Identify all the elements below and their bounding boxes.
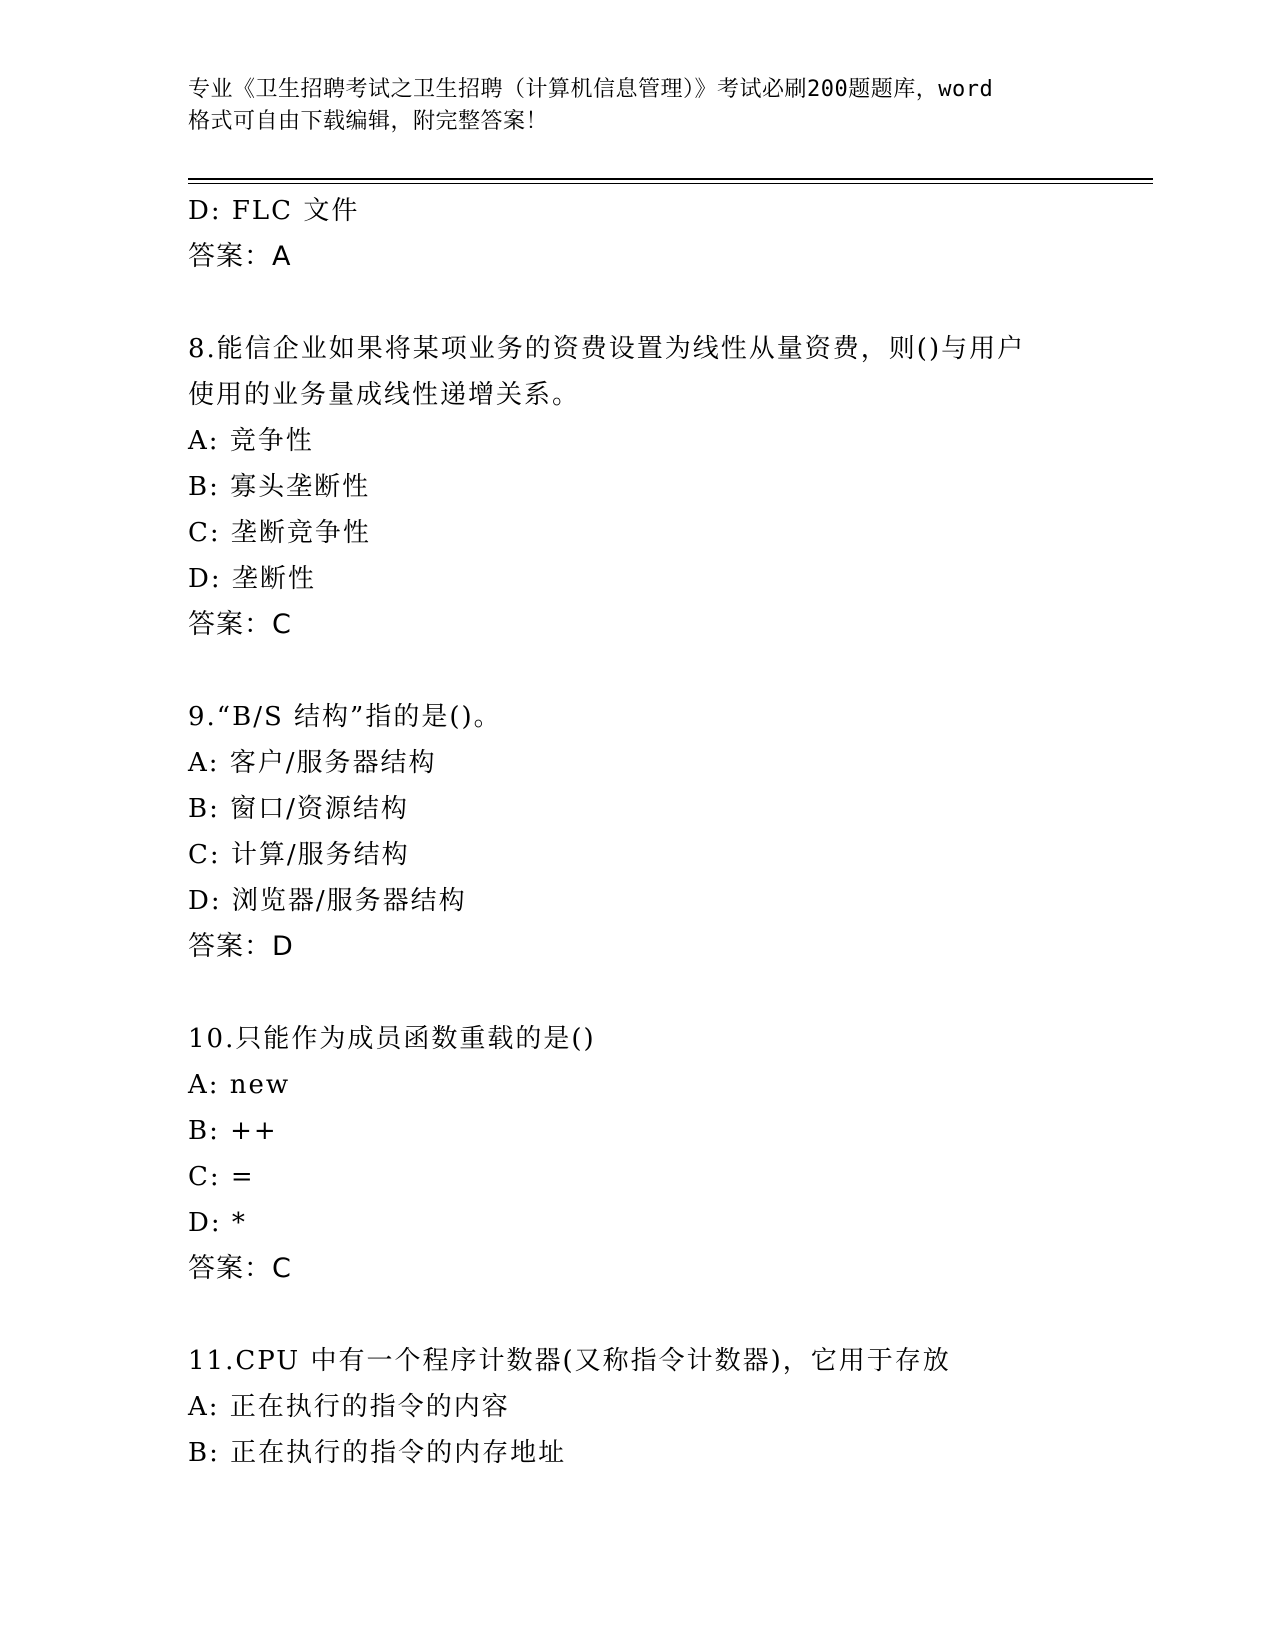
option-a: A: new bbox=[188, 1070, 291, 1100]
option-a: A: 客户/服务器结构 bbox=[188, 748, 437, 778]
spacer bbox=[188, 280, 1088, 326]
option-d: D: FLC 文件 bbox=[188, 196, 360, 226]
answer-label: 答案：C bbox=[188, 1253, 292, 1284]
answer-label: 答案：D bbox=[188, 931, 294, 962]
option-b: B: 寡头垄断性 bbox=[188, 472, 371, 502]
question-7-tail bbox=[188, 188, 1088, 280]
option-d: D: * bbox=[188, 1208, 247, 1238]
spacer bbox=[188, 648, 1088, 694]
question-stem: 11.CPU 中有一个程序计数器(又称指令计数器)，它用于存放 bbox=[188, 1346, 951, 1376]
option-b: B: ++ bbox=[188, 1116, 278, 1146]
question-10 bbox=[188, 1016, 1088, 1292]
header-line-2: 格式可自由下载编辑，附完整答案！ bbox=[188, 109, 549, 134]
option-b: B: 正在执行的指令的内存地址 bbox=[188, 1438, 567, 1468]
spacer bbox=[188, 1292, 1088, 1338]
question-stem: 8.能信企业如果将某项业务的资费设置为线性从量资费，则()与用户 bbox=[188, 334, 1026, 364]
option-a: A: 正在执行的指令的内容 bbox=[188, 1392, 510, 1422]
option-d: D: 垄断性 bbox=[188, 564, 316, 594]
question-list bbox=[188, 188, 1088, 1476]
question-stem-continued: 使用的业务量成线性递增关系。 bbox=[188, 380, 581, 410]
option-c: C: 计算/服务结构 bbox=[188, 840, 410, 870]
question-9 bbox=[188, 694, 1088, 970]
answer-label: 答案：A bbox=[188, 241, 292, 272]
document-header bbox=[188, 74, 1088, 138]
spacer bbox=[188, 970, 1088, 1016]
option-c: C: = bbox=[188, 1162, 255, 1192]
question-8 bbox=[188, 326, 1088, 648]
option-c: C: 垄断竞争性 bbox=[188, 518, 371, 548]
question-stem: 9.“B/S 结构”指的是()。 bbox=[188, 702, 502, 732]
question-stem: 10.只能作为成员函数重载的是() bbox=[188, 1024, 596, 1054]
answer-label: 答案：C bbox=[188, 609, 292, 640]
header-divider-thin bbox=[188, 183, 1153, 184]
option-d: D: 浏览器/服务器结构 bbox=[188, 886, 467, 916]
option-b: B: 窗口/资源结构 bbox=[188, 794, 409, 824]
header-divider-thick bbox=[188, 178, 1153, 180]
header-line-1: 专业《卫生招聘考试之卫生招聘（计算机信息管理）》考试必刷200题题库，word bbox=[188, 77, 994, 102]
question-11 bbox=[188, 1338, 1088, 1476]
option-a: A: 竞争性 bbox=[188, 426, 314, 456]
